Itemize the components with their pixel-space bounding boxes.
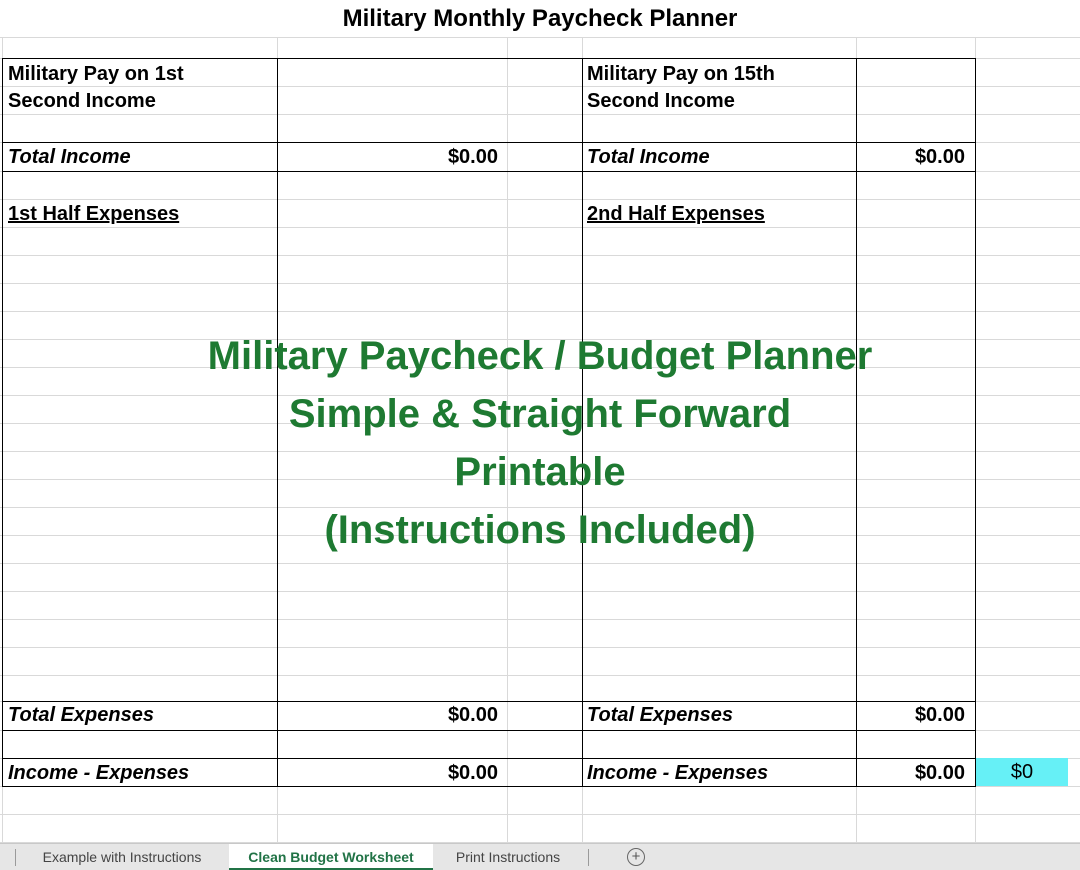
overlay-line-1: Military Paycheck / Budget Planner: [207, 334, 873, 378]
cell-right-net-label[interactable]: Income - Expenses: [587, 762, 769, 784]
cell-left-income-1[interactable]: Military Pay on 1st: [8, 63, 184, 85]
gridline-row: [0, 647, 1080, 648]
cell-right-total-expenses-value[interactable]: $0.00: [914, 704, 965, 726]
gridline-row: [0, 451, 1080, 452]
gridline-row: [0, 423, 1080, 424]
gridline-row: [0, 814, 1080, 815]
cell-right-income-2[interactable]: Second Income: [587, 90, 735, 112]
cell-border: [2, 58, 3, 787]
gridline-row: [0, 114, 1080, 115]
sheet-title[interactable]: Military Monthly Paycheck Planner: [342, 5, 738, 32]
cell-border: [2, 730, 976, 731]
cell-left-total-expenses-value[interactable]: $0.00: [447, 704, 498, 726]
tab-print-instructions[interactable]: Print Instructions: [455, 849, 561, 865]
cell-border: [582, 58, 583, 787]
overlay-line-3: Printable: [454, 450, 626, 494]
gridline-col: [507, 37, 508, 843]
gridline-row: [0, 395, 1080, 396]
overlay-line-4: (Instructions Included): [324, 508, 756, 552]
cell-border: [2, 171, 976, 172]
overlay-line-2: Simple & Straight Forward: [288, 392, 792, 436]
cell-border: [975, 58, 976, 787]
tab-example-with-instructions[interactable]: Example with Instructions: [42, 849, 202, 865]
tab-separator: [588, 849, 589, 866]
cell-right-total-income-value[interactable]: $0.00: [914, 146, 965, 168]
gridline-row: [0, 367, 1080, 368]
gridline-row: [0, 479, 1080, 480]
cell-left-total-income-label[interactable]: Total Income: [8, 146, 131, 168]
monthly-net-value[interactable]: $0: [1010, 761, 1034, 783]
gridline-row: [0, 619, 1080, 620]
cell-left-expenses-header[interactable]: 1st Half Expenses: [8, 203, 180, 225]
cell-right-total-expenses-label[interactable]: Total Expenses: [587, 704, 733, 726]
gridline-row: [0, 311, 1080, 312]
cell-left-net-value[interactable]: $0.00: [447, 762, 498, 784]
cell-left-net-label[interactable]: Income - Expenses: [8, 762, 190, 784]
cell-right-expenses-header[interactable]: 2nd Half Expenses: [587, 203, 765, 225]
gridline-row: [0, 675, 1080, 676]
cell-left-income-2[interactable]: Second Income: [8, 90, 156, 112]
gridline-row: [0, 591, 1080, 592]
cell-border: [2, 58, 976, 59]
plus-circle-icon[interactable]: +: [627, 848, 645, 866]
gridline-row: [0, 339, 1080, 340]
gridline-row: [0, 283, 1080, 284]
gridline-row: [0, 255, 1080, 256]
cell-right-income-1[interactable]: Military Pay on 15th: [587, 63, 775, 85]
cell-right-total-income-label[interactable]: Total Income: [587, 146, 710, 168]
cell-left-total-expenses-label[interactable]: Total Expenses: [8, 704, 154, 726]
cell-left-total-income-value[interactable]: $0.00: [447, 146, 498, 168]
gridline-row: [0, 507, 1080, 508]
promo-overlay-text: [0, 327, 1080, 559]
cell-right-net-value[interactable]: $0.00: [914, 762, 965, 784]
gridline-row: [0, 563, 1080, 564]
sheet-tab-bar: [0, 843, 1080, 870]
cell-border: [856, 58, 857, 787]
gridline-row: [0, 535, 1080, 536]
tab-clean-budget-worksheet[interactable]: Clean Budget Worksheet: [229, 844, 433, 870]
gridline-row: [0, 37, 1080, 38]
